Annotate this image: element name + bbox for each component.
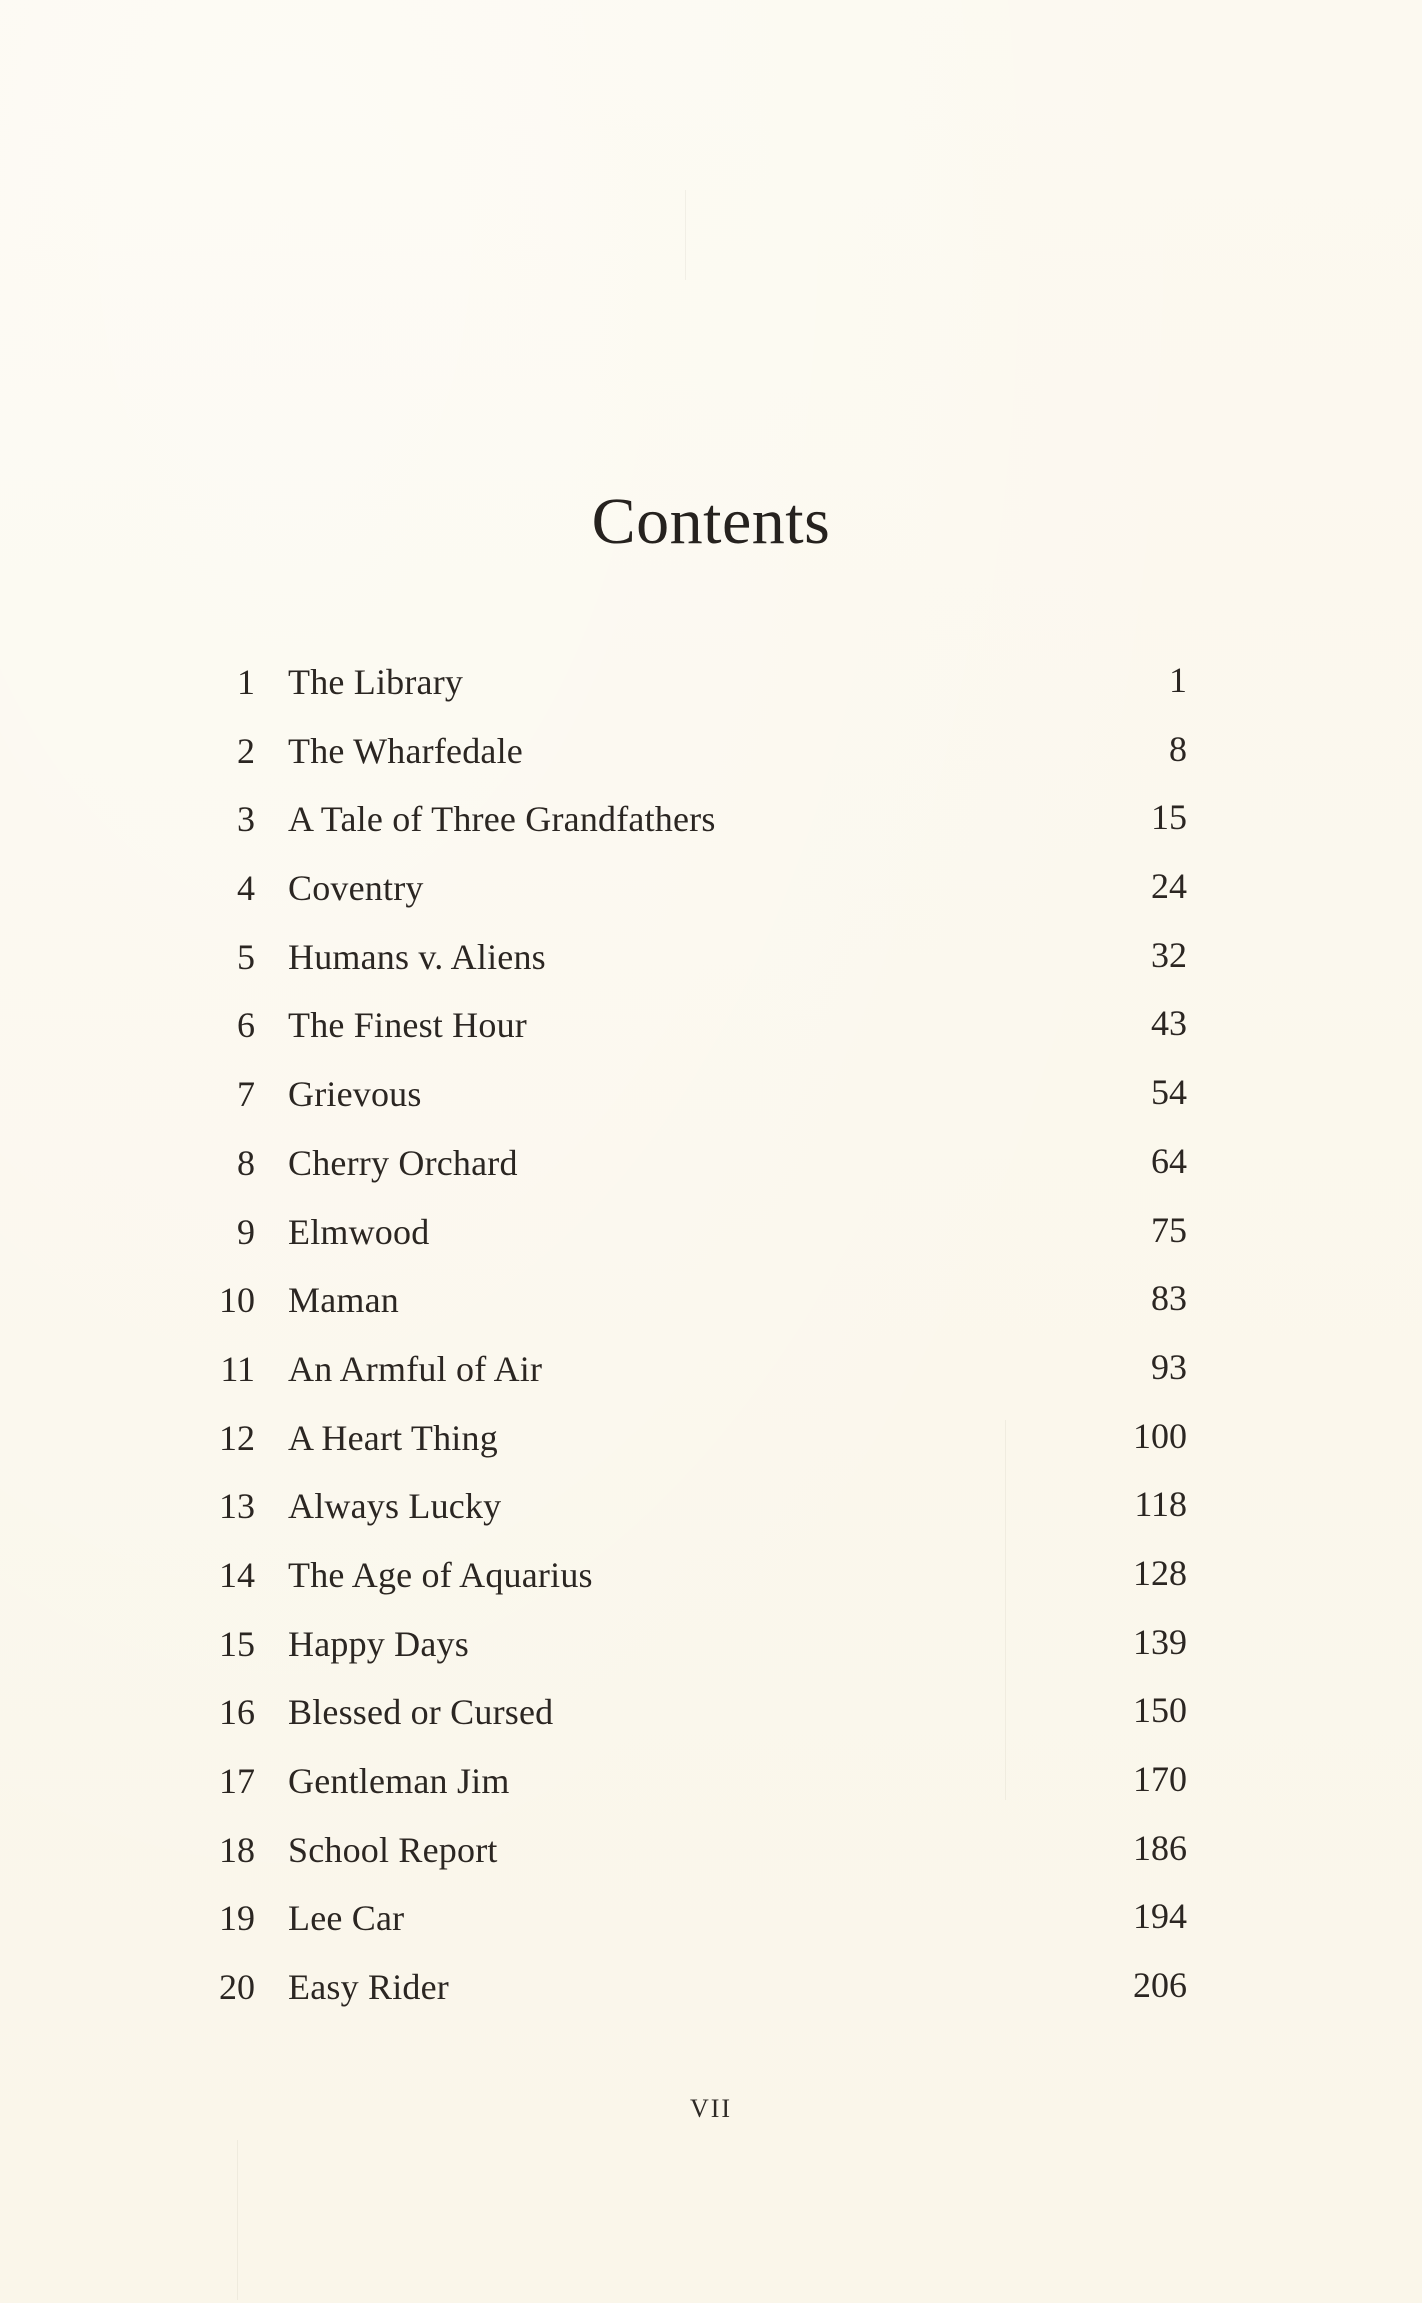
table-of-contents xyxy=(0,660,1422,2034)
toc-entry xyxy=(0,1416,1422,1485)
chapter-number: 3 xyxy=(237,799,255,840)
toc-entry xyxy=(0,1278,1422,1347)
chapter-title: Coventry xyxy=(288,868,424,909)
page-title: Contents xyxy=(591,485,831,558)
chapter-number: 8 xyxy=(237,1142,255,1183)
chapter-title: Cherry Orchard xyxy=(288,1142,518,1183)
toc-entry xyxy=(0,1210,1422,1279)
page-number: 83 xyxy=(1151,1278,1187,1319)
page-number: 100 xyxy=(1133,1415,1187,1456)
page-number: 128 xyxy=(1133,1552,1187,1593)
chapter-title: A Heart Thing xyxy=(288,1417,498,1458)
toc-entry xyxy=(0,1484,1422,1553)
toc-entry xyxy=(0,866,1422,935)
chapter-number: 1 xyxy=(237,662,255,702)
chapter-number: 7 xyxy=(237,1074,255,1115)
toc-entry xyxy=(0,1759,1422,1828)
toc-entry xyxy=(0,1828,1422,1897)
chapter-title: The Wharfedale xyxy=(288,730,523,771)
chapter-number: 13 xyxy=(219,1486,255,1527)
chapter-number: 10 xyxy=(219,1280,255,1321)
chapter-number: 9 xyxy=(237,1211,255,1252)
page-number: 75 xyxy=(1151,1209,1187,1250)
chapter-title: Elmwood xyxy=(288,1211,430,1252)
chapter-title: Maman xyxy=(288,1280,399,1321)
page-number: 150 xyxy=(1133,1690,1187,1731)
toc-entry xyxy=(0,1072,1422,1141)
chapter-title: A Tale of Three Grandfathers xyxy=(288,799,716,840)
chapter-title: Happy Days xyxy=(288,1623,469,1664)
chapter-title: Blessed or Cursed xyxy=(288,1692,554,1733)
chapter-title: School Report xyxy=(288,1829,498,1870)
page-number: 64 xyxy=(1151,1140,1187,1181)
chapter-number: 6 xyxy=(237,1005,255,1046)
toc-entry xyxy=(0,1896,1422,1965)
toc-entry xyxy=(0,1141,1422,1210)
page-number: 24 xyxy=(1151,866,1187,907)
toc-entry xyxy=(0,935,1422,1004)
chapter-title: Grievous xyxy=(288,1074,422,1115)
toc-entry xyxy=(0,1690,1422,1759)
toc-entry xyxy=(0,660,1422,729)
chapter-title: Always Lucky xyxy=(288,1486,502,1527)
page-number: 186 xyxy=(1133,1827,1187,1868)
toc-entry xyxy=(0,1003,1422,1072)
chapter-title: Easy Rider xyxy=(288,1967,449,2008)
chapter-number: 16 xyxy=(219,1692,255,1733)
chapter-title: Gentleman Jim xyxy=(288,1761,510,1801)
chapter-title: The Age of Aquarius xyxy=(288,1554,593,1595)
chapter-number: 11 xyxy=(220,1348,255,1389)
folio-page-number: VII xyxy=(689,2094,733,2123)
chapter-number: 2 xyxy=(237,730,255,771)
chapter-title: Humans v. Aliens xyxy=(288,936,546,977)
toc-entry xyxy=(0,1622,1422,1691)
toc-entry xyxy=(0,1965,1422,2034)
chapter-title: The Finest Hour xyxy=(288,1005,527,1046)
paper-mark xyxy=(237,2140,238,2300)
toc-entry xyxy=(0,729,1422,798)
toc-entry xyxy=(0,1553,1422,1622)
page-number: 54 xyxy=(1151,1072,1187,1113)
chapter-number: 14 xyxy=(219,1554,255,1595)
page-number: 15 xyxy=(1151,797,1187,838)
chapter-title: The Library xyxy=(288,662,464,702)
page-number: 206 xyxy=(1133,1965,1187,2006)
page-number: 32 xyxy=(1151,934,1187,975)
chapter-number: 15 xyxy=(219,1623,255,1664)
chapter-number: 17 xyxy=(219,1761,255,1801)
chapter-number: 4 xyxy=(237,868,255,909)
page-number: 194 xyxy=(1133,1896,1187,1937)
page-number: 8 xyxy=(1169,728,1187,769)
chapter-number: 5 xyxy=(237,936,255,977)
page-number: 139 xyxy=(1133,1621,1187,1662)
page-number: 43 xyxy=(1151,1003,1187,1044)
page-number: 170 xyxy=(1133,1759,1187,1799)
chapter-number: 12 xyxy=(219,1417,255,1458)
paper-mark xyxy=(685,190,686,280)
chapter-title: Lee Car xyxy=(288,1898,405,1939)
chapter-number: 18 xyxy=(219,1829,255,1870)
page-number: 93 xyxy=(1151,1346,1187,1387)
chapter-number: 20 xyxy=(219,1967,255,2008)
toc-entry xyxy=(0,1347,1422,1416)
page-number: 118 xyxy=(1134,1484,1187,1525)
page-number: 1 xyxy=(1169,660,1187,700)
toc-entry xyxy=(0,797,1422,866)
chapter-number: 19 xyxy=(219,1898,255,1939)
chapter-title: An Armful of Air xyxy=(288,1348,543,1389)
